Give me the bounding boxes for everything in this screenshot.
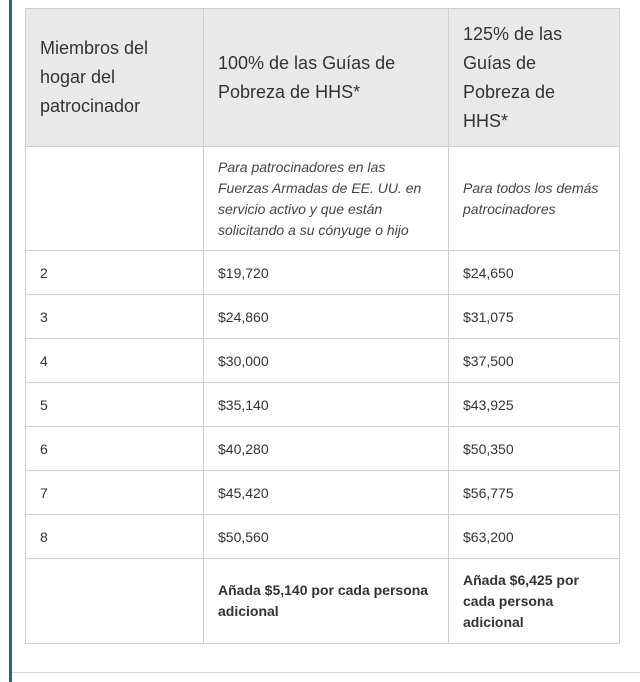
header-125-percent: 125% de las Guías de Pobreza de HHS* — [449, 9, 620, 147]
table-note-row — [26, 147, 620, 251]
table-row — [26, 251, 620, 295]
cell-household-size: 6 — [26, 427, 204, 471]
left-border-accent — [9, 0, 12, 682]
poverty-guidelines-table — [25, 8, 620, 644]
cell-household-size: 4 — [26, 339, 204, 383]
cell-100-percent: $35,140 — [204, 383, 449, 427]
cell-125-percent: $37,500 — [449, 339, 620, 383]
bottom-divider — [12, 672, 640, 673]
note-cell-empty — [26, 147, 204, 251]
cell-100-percent: $24,860 — [204, 295, 449, 339]
cell-household-size: 7 — [26, 471, 204, 515]
cell-100-percent: $50,560 — [204, 515, 449, 559]
note-cell-others: Para todos los demás patrocinadores — [449, 147, 620, 251]
cell-household-size: 5 — [26, 383, 204, 427]
cell-125-percent: $63,200 — [449, 515, 620, 559]
cell-household-size: 3 — [26, 295, 204, 339]
additional-cell-125-percent: Añada $6,425 por cada persona adicional — [449, 559, 620, 644]
cell-125-percent: $43,925 — [449, 383, 620, 427]
header-household-members: Miembros del hogar del patrocinador — [26, 9, 204, 147]
cell-100-percent: $30,000 — [204, 339, 449, 383]
table-row — [26, 515, 620, 559]
table-additional-row — [26, 559, 620, 644]
note-cell-military: Para patrocinadores en las Fuerzas Armadas de EE. UU. en servicio activo y que están solicitando a su cónyuge o hijo — [204, 147, 449, 251]
cell-household-size: 2 — [26, 251, 204, 295]
cell-125-percent: $50,350 — [449, 427, 620, 471]
table-row — [26, 339, 620, 383]
cell-125-percent: $24,650 — [449, 251, 620, 295]
table-row — [26, 295, 620, 339]
cell-125-percent: $31,075 — [449, 295, 620, 339]
table-row — [26, 427, 620, 471]
table-row — [26, 471, 620, 515]
cell-household-size: 8 — [26, 515, 204, 559]
table-row — [26, 383, 620, 427]
cell-100-percent: $40,280 — [204, 427, 449, 471]
additional-cell-100-percent: Añada $5,140 por cada persona adicional — [204, 559, 449, 644]
cell-100-percent: $45,420 — [204, 471, 449, 515]
cell-100-percent: $19,720 — [204, 251, 449, 295]
cell-125-percent: $56,775 — [449, 471, 620, 515]
table-header-row — [26, 9, 620, 147]
additional-cell-empty — [26, 559, 204, 644]
header-100-percent: 100% de las Guías de Pobreza de HHS* — [204, 9, 449, 147]
